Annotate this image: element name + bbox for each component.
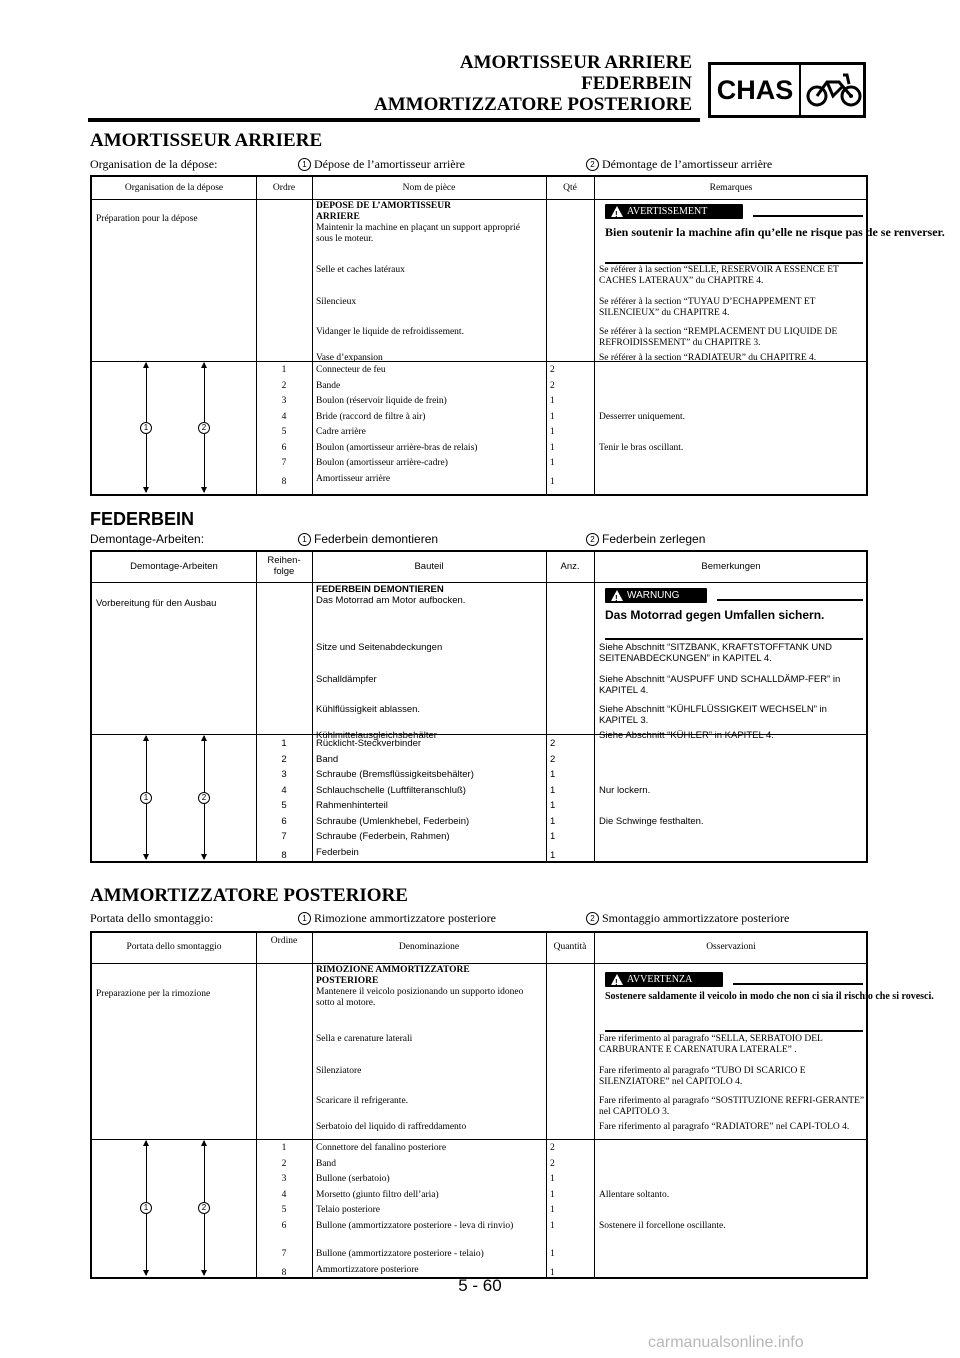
prep-item: Vidanger le liquide de refroidissement.	[316, 327, 464, 337]
range-arrow-number: 2	[198, 792, 210, 804]
step-label: Smontaggio ammortizzatore posteriore	[602, 911, 790, 925]
prep-remark: Siehe Abschnitt “SITZBANK, KRAFTSTOFFTANK UND SEITENABDECKUNGEN” in KAPITEL 4.	[599, 642, 832, 664]
part-remark: Die Schwinge festhalten.	[599, 815, 704, 827]
watermark: carmanualsonline.info	[648, 1334, 804, 1351]
column-rule	[546, 933, 547, 1277]
step-2	[586, 157, 772, 172]
prep-remark: Siehe Abschnitt “AUSPUFF UND SCHALLDÄMP-FER” in KAPITEL 4.	[599, 674, 841, 696]
part-qty: 2	[550, 1158, 555, 1169]
removal-table-it	[90, 931, 934, 1279]
part-qty: 1	[550, 442, 555, 453]
prep-remark: Fare riferimento al paragrafo “SOSTITUZIONE REFRI-GERANTE” nel CAPITOLO 3.	[599, 1096, 865, 1117]
warning-box	[605, 204, 945, 264]
part-qty: 1	[550, 784, 556, 796]
prep-item: Scaricare il refrigerante.	[316, 1096, 409, 1106]
column-header: Denominazione	[398, 942, 460, 952]
chapter-badge-divider	[799, 65, 801, 115]
part-qty: 1	[550, 815, 556, 827]
part-order: 1	[281, 738, 287, 749]
warning-label: WARNUNG	[627, 590, 680, 601]
org-label: Organisation de la dépose:	[90, 157, 218, 171]
removal-table-de	[90, 550, 868, 863]
part-qty: 2	[550, 1143, 555, 1153]
warning-label: AVVERTENZA	[627, 974, 693, 985]
column-header: Bauteil	[414, 561, 444, 572]
warning-rule	[605, 262, 863, 264]
part-qty: 1	[550, 476, 555, 487]
part-remark: Allentare soltanto.	[599, 1189, 670, 1200]
part-qty: 1	[550, 1249, 555, 1259]
header-title-de: FEDERBEIN	[581, 73, 692, 94]
part-name: Band	[316, 1158, 337, 1169]
part-order: 8	[281, 476, 287, 487]
prep-remark: Se référer à la section “SELLE, RESERVOIR A ESSENCE ET CACHES LATERAUX” du CHAPITRE 4.	[599, 265, 839, 286]
prep-item: Silencieux	[316, 297, 357, 307]
warning-rule	[753, 215, 863, 217]
prep-item: Kühlmittelausgleichsbehälter	[316, 730, 437, 741]
section-title-it: AMMORTIZZATORE POSTERIORE	[90, 885, 408, 906]
header-title-it: AMMORTIZZATORE POSTERIORE	[374, 94, 692, 115]
prep-remark: Fare riferimento al paragrafo “TUBO DI SCARICO E SILENZIATORE” nel CAPITOLO 4.	[599, 1066, 806, 1087]
part-order: 8	[281, 1267, 287, 1278]
prep-note: Mantenere il veicolo posizionando un supporto idoneo sotto al motore.	[316, 987, 524, 1008]
prep-label: Vorbereitung für den Ausbau	[96, 598, 217, 609]
part-name: Amortisseur arrière	[316, 473, 391, 484]
part-qty: 1	[550, 1189, 555, 1200]
part-order: 1	[281, 365, 287, 375]
prep-remark: Fare riferimento al paragrafo “RADIATORE” nel CAPI-TOLO 4.	[599, 1122, 850, 1132]
prep-item: Kühlflüssigkeit ablassen.	[316, 704, 421, 715]
warning-rule	[605, 1030, 863, 1032]
warning-rule	[717, 599, 863, 601]
column-rule	[594, 177, 595, 494]
part-order: 4	[281, 784, 287, 796]
column-header: Osservazioni	[706, 942, 756, 952]
warning-text: Das Motorrad gegen Umfallen sichern.	[605, 608, 825, 622]
part-qty: 1	[550, 1267, 555, 1278]
range-arrow-number: 2	[198, 422, 210, 434]
part-qty: 2	[550, 738, 556, 749]
org-label: Demontage-Arbeiten:	[90, 532, 205, 546]
column-header: Quantità	[553, 942, 587, 952]
step-number: 1	[298, 158, 311, 171]
part-order: 8	[281, 849, 287, 861]
part-qty: 1	[550, 396, 555, 406]
column-rule	[546, 552, 547, 861]
column-header: Bemerkungen	[701, 561, 761, 572]
section-rule	[92, 1139, 866, 1140]
part-remark: Nur lockern.	[599, 784, 651, 796]
part-order: 2	[281, 380, 287, 391]
step-number: 1	[298, 912, 311, 925]
part-name: Boulon (amortisseur arrière-bras de relais)	[316, 442, 478, 453]
part-name: Schraube (Umlenkhebel, Federbein)	[316, 815, 470, 827]
column-rule	[312, 552, 313, 861]
section-title-de: FEDERBEIN	[90, 509, 195, 529]
part-order: 2	[281, 753, 287, 765]
prep-item: Serbatoio del liquido di raffreddamento	[316, 1122, 467, 1132]
prep-note: Das Motorrad am Motor aufbocken.	[316, 595, 466, 606]
prep-item: Sitze und Seitenabdeckungen	[316, 642, 443, 653]
part-qty: 1	[550, 849, 556, 861]
header-rule	[92, 199, 866, 200]
step-number: 2	[586, 533, 599, 546]
step-label: Federbein demontieren	[314, 532, 439, 546]
column-header: Ordine	[270, 936, 298, 946]
part-order: 1	[281, 1143, 287, 1153]
prep-item: Vase d’expansion	[316, 353, 383, 363]
part-qty: 2	[550, 380, 555, 391]
warning-rule	[733, 983, 863, 985]
prep-item: RIMOZIONE AMMORTIZZATORE POSTERIORE	[316, 965, 470, 986]
part-name: Bullone (ammortizzatore posteriore - leva di rinvio)	[316, 1220, 514, 1231]
column-header: Portata dello smontaggio	[126, 942, 222, 952]
part-name: Bullone (serbatoio)	[316, 1174, 390, 1184]
part-qty: 1	[550, 800, 556, 811]
chapter-badge	[708, 62, 866, 118]
header-title-fr: AMORTISSEUR ARRIERE	[459, 52, 692, 73]
step-label: Dépose de l’amortisseur arrière	[314, 157, 465, 171]
part-name: Cadre arrière	[316, 427, 366, 437]
part-qty: 1	[550, 1174, 555, 1184]
prep-item: FEDERBEIN DEMONTIEREN	[316, 584, 444, 595]
step-number: 1	[298, 533, 311, 546]
part-name: Schraube (Bremsflüssigkeitsbehälter)	[316, 769, 474, 780]
section-subtitle-de	[90, 532, 870, 548]
prep-label: Preparazione per la rimozione	[96, 989, 211, 999]
prep-item: Selle et caches latéraux	[316, 265, 405, 275]
header-rule	[92, 963, 866, 964]
part-order: 5	[281, 1205, 287, 1215]
part-qty: 2	[550, 753, 556, 765]
range-arrow-number: 1	[140, 1202, 152, 1214]
warning-triangle-icon	[611, 590, 623, 601]
part-name: Morsetto (giunto filtro dell’aria)	[316, 1189, 439, 1200]
step-1	[298, 911, 496, 926]
warning-badge	[605, 588, 707, 603]
removal-table-fr	[90, 175, 945, 496]
part-order: 7	[281, 458, 287, 468]
warning-text: Bien soutenir la machine afin qu’elle ne risque pas de se renverser.	[605, 225, 945, 239]
page-number: 5 - 60	[458, 1276, 502, 1295]
prep-remark: Se référer à la section “TUYAU D’ECHAPPEMENT ET SILENCIEUX” du CHAPITRE 4.	[599, 297, 816, 318]
warning-badge	[605, 972, 723, 987]
prep-item: Schalldämpfer	[316, 674, 377, 685]
part-name: Boulon (amortisseur arrière-cadre)	[316, 458, 448, 468]
warning-triangle-icon	[611, 974, 623, 985]
chapter-badge-label: CHAS	[716, 75, 794, 105]
warning-badge	[605, 204, 743, 219]
part-name: Rahmenhinterteil	[316, 800, 388, 811]
column-header: Qté	[563, 183, 577, 193]
column-header: Ordre	[272, 183, 296, 193]
column-header: Anz.	[560, 561, 580, 572]
part-name: Connettore del fanalino posteriore	[316, 1143, 447, 1153]
prep-remark: Se référer à la section “RADIATEUR” du CHAPITRE 4.	[599, 353, 817, 363]
section-title-fr: AMORTISSEUR ARRIERE	[90, 130, 323, 151]
warning-text: Sostenere saldamente il veicolo in modo che non ci sia il rischio che si rovesci.	[605, 991, 934, 1002]
part-name: Schlauchschelle (Luftfilteranschluß)	[316, 784, 466, 796]
step-2	[586, 532, 705, 546]
prep-remark: Fare riferimento al paragrafo “SELLA, SERBATOIO DEL CARBURANTE E CARENATURA LATERALE” .	[599, 1034, 823, 1055]
step-label: Federbein zerlegen	[602, 532, 706, 546]
part-remark: Sostenere il forcellone oscillante.	[599, 1220, 726, 1231]
header-rule	[92, 582, 866, 583]
column-header: Demontage-Arbeiten	[130, 561, 218, 572]
prep-note: Maintenir la machine en plaçant un support approprié sous le moteur.	[316, 223, 520, 244]
part-order: 6	[281, 815, 287, 827]
part-order: 5	[281, 800, 287, 811]
part-name: Bande	[316, 380, 341, 391]
warning-box	[605, 972, 934, 1032]
part-qty: 1	[550, 831, 556, 842]
range-arrow-number: 1	[140, 422, 152, 434]
warning-label: AVERTISSEMENT	[627, 206, 708, 217]
part-qty: 1	[550, 411, 555, 422]
part-remark: Desserrer uniquement.	[599, 411, 685, 422]
range-arrow-number: 1	[140, 792, 152, 804]
column-rule	[594, 552, 595, 861]
part-name: Schraube (Federbein, Rahmen)	[316, 831, 450, 842]
step-label: Rimozione ammortizzatore posteriore	[314, 911, 496, 925]
part-name: Federbein	[316, 846, 359, 858]
prep-item: Sella e carenature laterali	[316, 1034, 413, 1044]
header-rule	[88, 118, 700, 122]
column-header: Organisation de la dépose	[124, 183, 224, 193]
step-1	[298, 532, 438, 546]
part-name: Band	[316, 753, 339, 765]
section-subtitle-it	[90, 911, 870, 927]
part-order: 6	[281, 442, 287, 453]
part-remark: Tenir le bras oscillant.	[599, 442, 684, 453]
warning-triangle-icon	[611, 206, 623, 217]
part-name: Connecteur de feu	[316, 365, 386, 375]
part-qty: 1	[550, 427, 555, 437]
step-2	[586, 911, 789, 926]
part-name: Ammortizzatore posteriore	[316, 1264, 419, 1275]
prep-remark: Se référer à la section “REMPLACEMENT DU LIQUIDE DE REFROIDISSEMENT” du CHAPITRE 3.	[599, 327, 838, 348]
range-arrow-number: 2	[198, 1202, 210, 1214]
prep-remark: Siehe Abschnitt “KÜHLER” in KAPITEL 4.	[599, 730, 774, 741]
part-qty: 1	[550, 1205, 555, 1215]
part-name: Telaio posteriore	[316, 1205, 380, 1215]
part-name: Boulon (réservoir liquide de frein)	[316, 396, 447, 406]
step-number: 2	[586, 912, 599, 925]
warning-box	[605, 588, 863, 640]
prep-remark: Siehe Abschnitt “KÜHLFLÜSSIGKEIT WECHSELN” in KAPITEL 3.	[599, 704, 827, 726]
part-qty: 1	[550, 458, 555, 468]
part-qty: 1	[550, 1220, 555, 1231]
column-rule	[312, 933, 313, 1277]
column-header: Nom de pièce	[402, 183, 456, 193]
part-order: 7	[281, 1249, 287, 1259]
section-subtitle-fr	[90, 157, 870, 173]
part-order: 4	[281, 1189, 287, 1200]
column-rule	[546, 177, 547, 494]
part-order: 7	[281, 831, 287, 842]
part-order: 2	[281, 1158, 287, 1169]
prep-item: Silenziatore	[316, 1066, 362, 1076]
step-number: 2	[586, 158, 599, 171]
part-name: Bride (raccord de filtre à air)	[316, 411, 426, 422]
part-order: 4	[281, 411, 287, 422]
column-header: Remarques	[709, 183, 753, 193]
part-qty: 2	[550, 365, 555, 375]
step-1	[298, 157, 465, 172]
prep-label: Préparation pour la dépose	[96, 214, 198, 224]
part-order: 3	[281, 396, 287, 406]
prep-item: DEPOSE DE L’AMORTISSEUR ARRIERE	[316, 201, 451, 222]
part-order: 5	[281, 427, 287, 437]
motorcycle-icon	[805, 68, 863, 112]
part-name: Rücklicht-Steckverbinder	[316, 738, 422, 749]
column-rule	[312, 177, 313, 494]
column-rule	[594, 933, 595, 1277]
warning-rule	[605, 638, 863, 640]
step-label: Démontage de l’amortisseur arrière	[602, 157, 773, 171]
part-order: 3	[281, 1174, 287, 1184]
part-order: 6	[281, 1220, 287, 1231]
part-order: 3	[281, 769, 287, 780]
column-header: Reihen- folge	[267, 555, 301, 577]
part-qty: 1	[550, 769, 556, 780]
part-name: Bullone (ammortizzatore posteriore - telaio)	[316, 1249, 484, 1259]
org-label: Portata dello smontaggio:	[90, 911, 214, 925]
